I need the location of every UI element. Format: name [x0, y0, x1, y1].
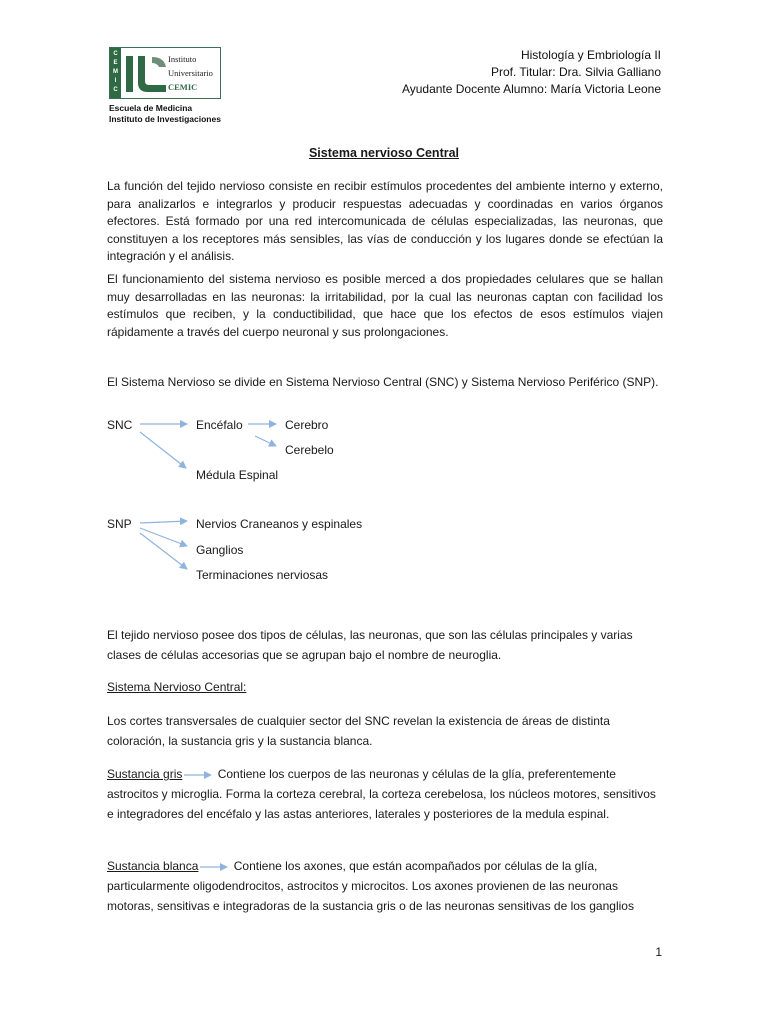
tree-node-cerebro: Cerebro — [285, 418, 329, 432]
paragraph-cell-types: El tejido nervioso posee dos tipos de células, las neuronas, que son las células principales y varias clases de células accesorias que se agrupan bajo el nombre de neuroglia. — [107, 628, 633, 662]
tree-node-snc: SNC — [107, 418, 133, 432]
term-sustancia-gris: Sustancia gris — [107, 767, 183, 781]
header-assistant: Ayudante Docente Alumno: María Victoria Leone — [401, 82, 661, 96]
paragraph-sustancia-gris — [107, 764, 663, 824]
paragraph-function: La función del tejido nervioso consiste en recibir estímulos procedentes del ambiente interno y externo, para analizarlos e integrarlos y producir respuestas adecuadas y coordinadas en varios órganos efectores. Está formado por una red intercomunicada de células especializadas, las neuronas, que constituyen a los receptores más sensibles, las vías de conducción y los lugares donde se efectúan la integración y el análisis. — [107, 179, 663, 264]
logo-side-text: C E M I C — [113, 51, 118, 93]
arrow-snp-terminaciones — [140, 533, 187, 569]
arrow-encefalo-cerebelo — [255, 436, 276, 446]
header-professor: Prof. Titular: Dra. Silvia Galliano — [490, 65, 661, 79]
document-title: Sistema nervioso Central — [308, 146, 460, 160]
logo-mark-icon — [122, 53, 170, 95]
paragraph-sustancia-blanca — [107, 856, 663, 916]
term-sustancia-blanca: Sustancia blanca — [107, 859, 199, 873]
tree-node-cerebelo: Cerebelo — [285, 443, 334, 457]
arrow-snc-medula — [140, 432, 186, 468]
tree-node-terminaciones: Terminaciones nerviosas — [196, 568, 329, 582]
document-header — [402, 47, 661, 98]
arrow-right-icon — [200, 862, 228, 872]
paragraph-cortes: Los cortes transversales de cualquier sector del SNC revelan la existencia de áreas de distinta coloración, la sustancia gris y la sustancia blanca. — [107, 714, 610, 748]
paragraph-functioning: El funcionamiento del sistema nervioso es posible merced a dos propiedades celulares que se hallan muy desarrolladas en las neuronas: la irritabilidad, por la cual las neuronas captan con facilidad los estímulos que reciben, y la conductibilidad, que hace que los efectos de esos estímulos viajen rápidamente a través del cuerpo neuronal y sus prolongaciones. — [107, 272, 663, 339]
arrow-snp-ganglios — [140, 528, 187, 546]
logo-line1: Instituto — [168, 54, 197, 64]
logo-caption-line2: Instituto de Investigaciones — [109, 114, 221, 124]
arrow-right-icon — [184, 770, 212, 780]
tree-node-nervios: Nervios Craneanos y espinales — [196, 517, 363, 531]
tree-node-ganglios: Ganglios — [196, 543, 244, 557]
section-heading-snc: Sistema Nervioso Central: — [107, 680, 247, 694]
logo-text — [168, 52, 213, 94]
logo-caption-line1: Escuela de Medicina — [109, 103, 193, 113]
paragraph-division: El Sistema Nervioso se divide en Sistema Nervioso Central (SNC) y Sistema Nervioso Periférico (SNP). — [107, 375, 659, 389]
logo-caption — [109, 103, 229, 125]
arrow-snp-nervios — [140, 521, 187, 523]
page-number: 1 — [655, 945, 662, 959]
tree-node-snp: SNP — [107, 517, 132, 531]
logo-line2: Universitario — [168, 68, 213, 78]
logo-line3: CEMIC — [168, 82, 198, 92]
sustancia-gris-description: Contiene los cuerpos de las neuronas y células de la glía, preferentemente astrocitos y microglia. Forma la corteza cerebral, la corteza cerebelosa, los núcleos motores, sensitivos e integradores del encéfalo y las astas anteriores, laterales y posteriores de la medula espinal. — [107, 767, 656, 821]
header-course: Histología y Embriología II — [520, 48, 661, 62]
tree-node-medula: Médula Espinal — [196, 468, 279, 482]
tree-node-encefalo: Encéfalo — [196, 418, 243, 432]
logo-side-bar — [110, 48, 121, 98]
sustancia-blanca-description: Contiene los axones, que están acompañados por células de la glía, particularmente oligodendrocitos, astrocitos y microcitos. Los axones provienen de las neuronas motoras, sensitivas e integradoras de la sustancia gris o de las neuronas sensitivas de los ganglios — [107, 859, 634, 913]
cemic-logo — [109, 47, 221, 99]
